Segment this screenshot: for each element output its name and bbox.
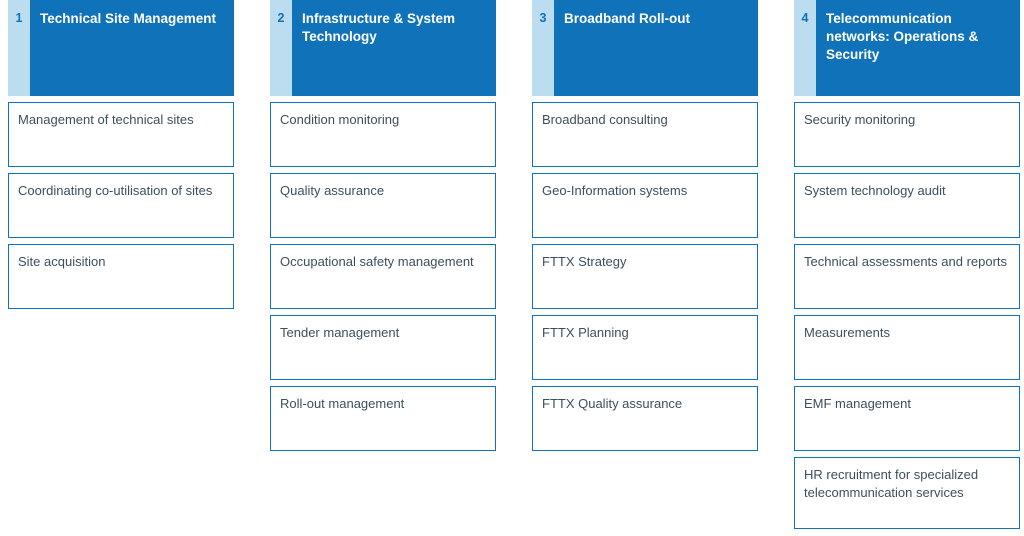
column-header-3 <box>532 0 758 96</box>
column-header-2 <box>270 0 496 96</box>
column-items-4 <box>794 102 1020 529</box>
column-title-4: Telecommunication networks: Operations & Security <box>826 11 979 62</box>
column-header-4 <box>794 0 1020 96</box>
list-item: FTTX Planning <box>532 315 758 380</box>
list-item: Site acquisition <box>8 244 234 309</box>
column-title-2: Infrastructure & System Technology <box>302 11 456 44</box>
column-number-2: 2 <box>270 0 292 96</box>
column-title-3: Broadband Roll-out <box>564 11 690 26</box>
list-item: Coordinating co-utilisation of sites <box>8 173 234 238</box>
column-number-4: 4 <box>794 0 816 96</box>
list-item: Occupational safety management <box>270 244 496 309</box>
list-item: HR recruitment for specialized telecommunication services <box>794 457 1020 529</box>
list-item: Management of technical sites <box>8 102 234 167</box>
list-item: Tender management <box>270 315 496 380</box>
list-item: System technology audit <box>794 173 1020 238</box>
list-item: Technical assessments and reports <box>794 244 1020 309</box>
column-items-1 <box>8 102 234 309</box>
diagram-column-4 <box>794 0 1020 535</box>
list-item: Geo-Information systems <box>532 173 758 238</box>
column-header-1 <box>8 0 234 96</box>
list-item: Measurements <box>794 315 1020 380</box>
column-title-1: Technical Site Management <box>40 11 217 26</box>
column-items-3 <box>532 102 758 451</box>
list-item: Broadband consulting <box>532 102 758 167</box>
diagram-column-2 <box>270 0 496 457</box>
list-item: Security monitoring <box>794 102 1020 167</box>
diagram-column-3 <box>532 0 758 457</box>
list-item: Quality assurance <box>270 173 496 238</box>
diagram-column-1 <box>8 0 234 315</box>
column-number-3: 3 <box>532 0 554 96</box>
column-items-2 <box>270 102 496 451</box>
list-item: FTTX Strategy <box>532 244 758 309</box>
list-item: Condition monitoring <box>270 102 496 167</box>
list-item: EMF management <box>794 386 1020 451</box>
list-item: FTTX Quality assurance <box>532 386 758 451</box>
column-number-1: 1 <box>8 0 30 96</box>
list-item: Roll-out management <box>270 386 496 451</box>
